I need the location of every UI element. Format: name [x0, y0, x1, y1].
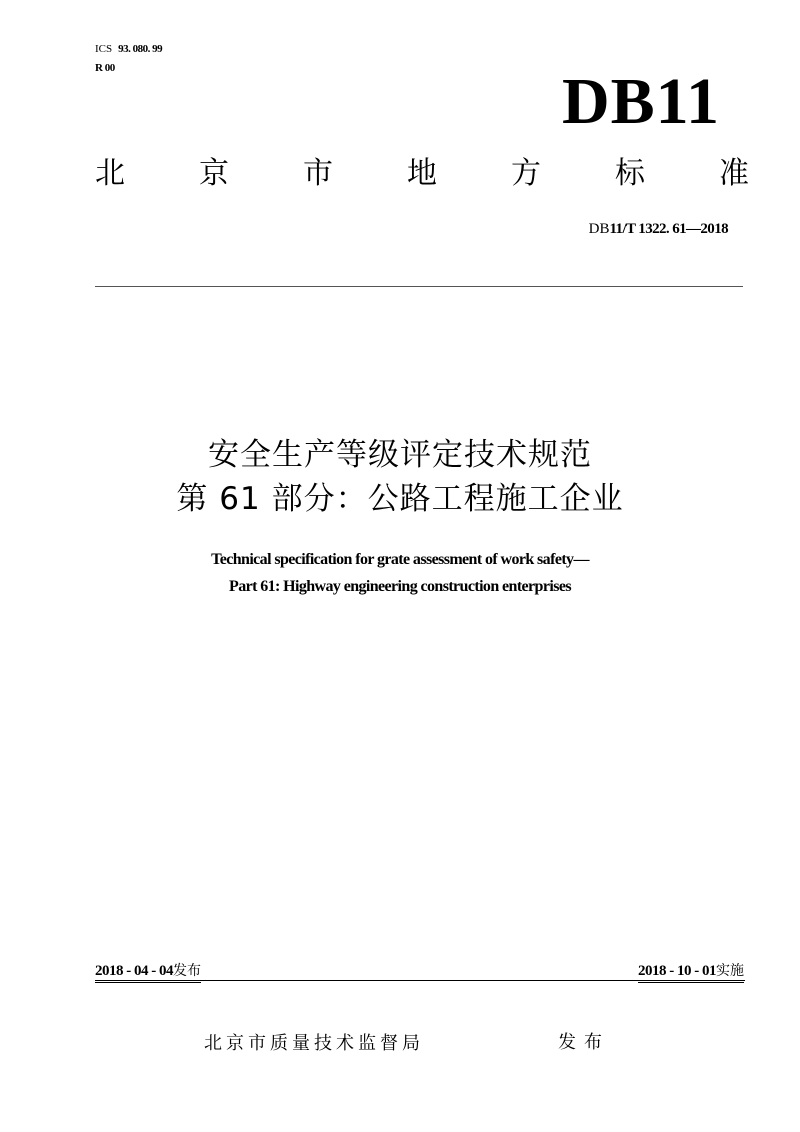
standard-type-char: 北 — [95, 156, 125, 191]
standard-number — [589, 219, 728, 239]
standard-type-title — [95, 152, 749, 196]
issue-date-value: 2018 - 04 - 04 — [95, 963, 173, 979]
footer-divider — [95, 980, 745, 981]
implementation-date-word: 实施 — [716, 963, 744, 979]
classification-code: R 00 — [95, 62, 115, 74]
standard-type-char: 地 — [407, 156, 437, 191]
title-en-line1: Technical specification for grate assessment of work safety— — [211, 551, 589, 568]
standard-number-prefix: DB — [588, 221, 610, 237]
ics-line — [95, 42, 162, 56]
standard-number-code: 11/T 1322. 61—2018 — [609, 221, 728, 237]
title-en-line2: Part 61: Highway engineering construction enterprises — [229, 578, 571, 595]
publish-label: 发布 — [558, 1032, 610, 1053]
issuing-authority: 北京市质量技术监督局 — [204, 1033, 424, 1054]
standard-type-char: 市 — [303, 156, 333, 191]
ics-label: ICS — [95, 43, 113, 55]
ics-code: 93. 080. 99 — [118, 43, 163, 55]
header-divider — [95, 286, 743, 287]
implementation-date-value: 2018 - 10 - 01 — [638, 963, 716, 979]
title-zh-line1: 安全生产等级评定技术规范 — [208, 437, 592, 473]
issue-date-word: 发布 — [173, 963, 201, 979]
standard-type-char: 标 — [615, 156, 645, 191]
title-zh-line2: 第 61 部分：公路工程施工企业 — [176, 481, 624, 517]
standard-type-char: 京 — [199, 156, 229, 191]
standard-type-char: 准 — [719, 156, 749, 191]
standard-type-char: 方 — [511, 156, 541, 191]
standard-logo: DB11 — [561, 65, 720, 138]
